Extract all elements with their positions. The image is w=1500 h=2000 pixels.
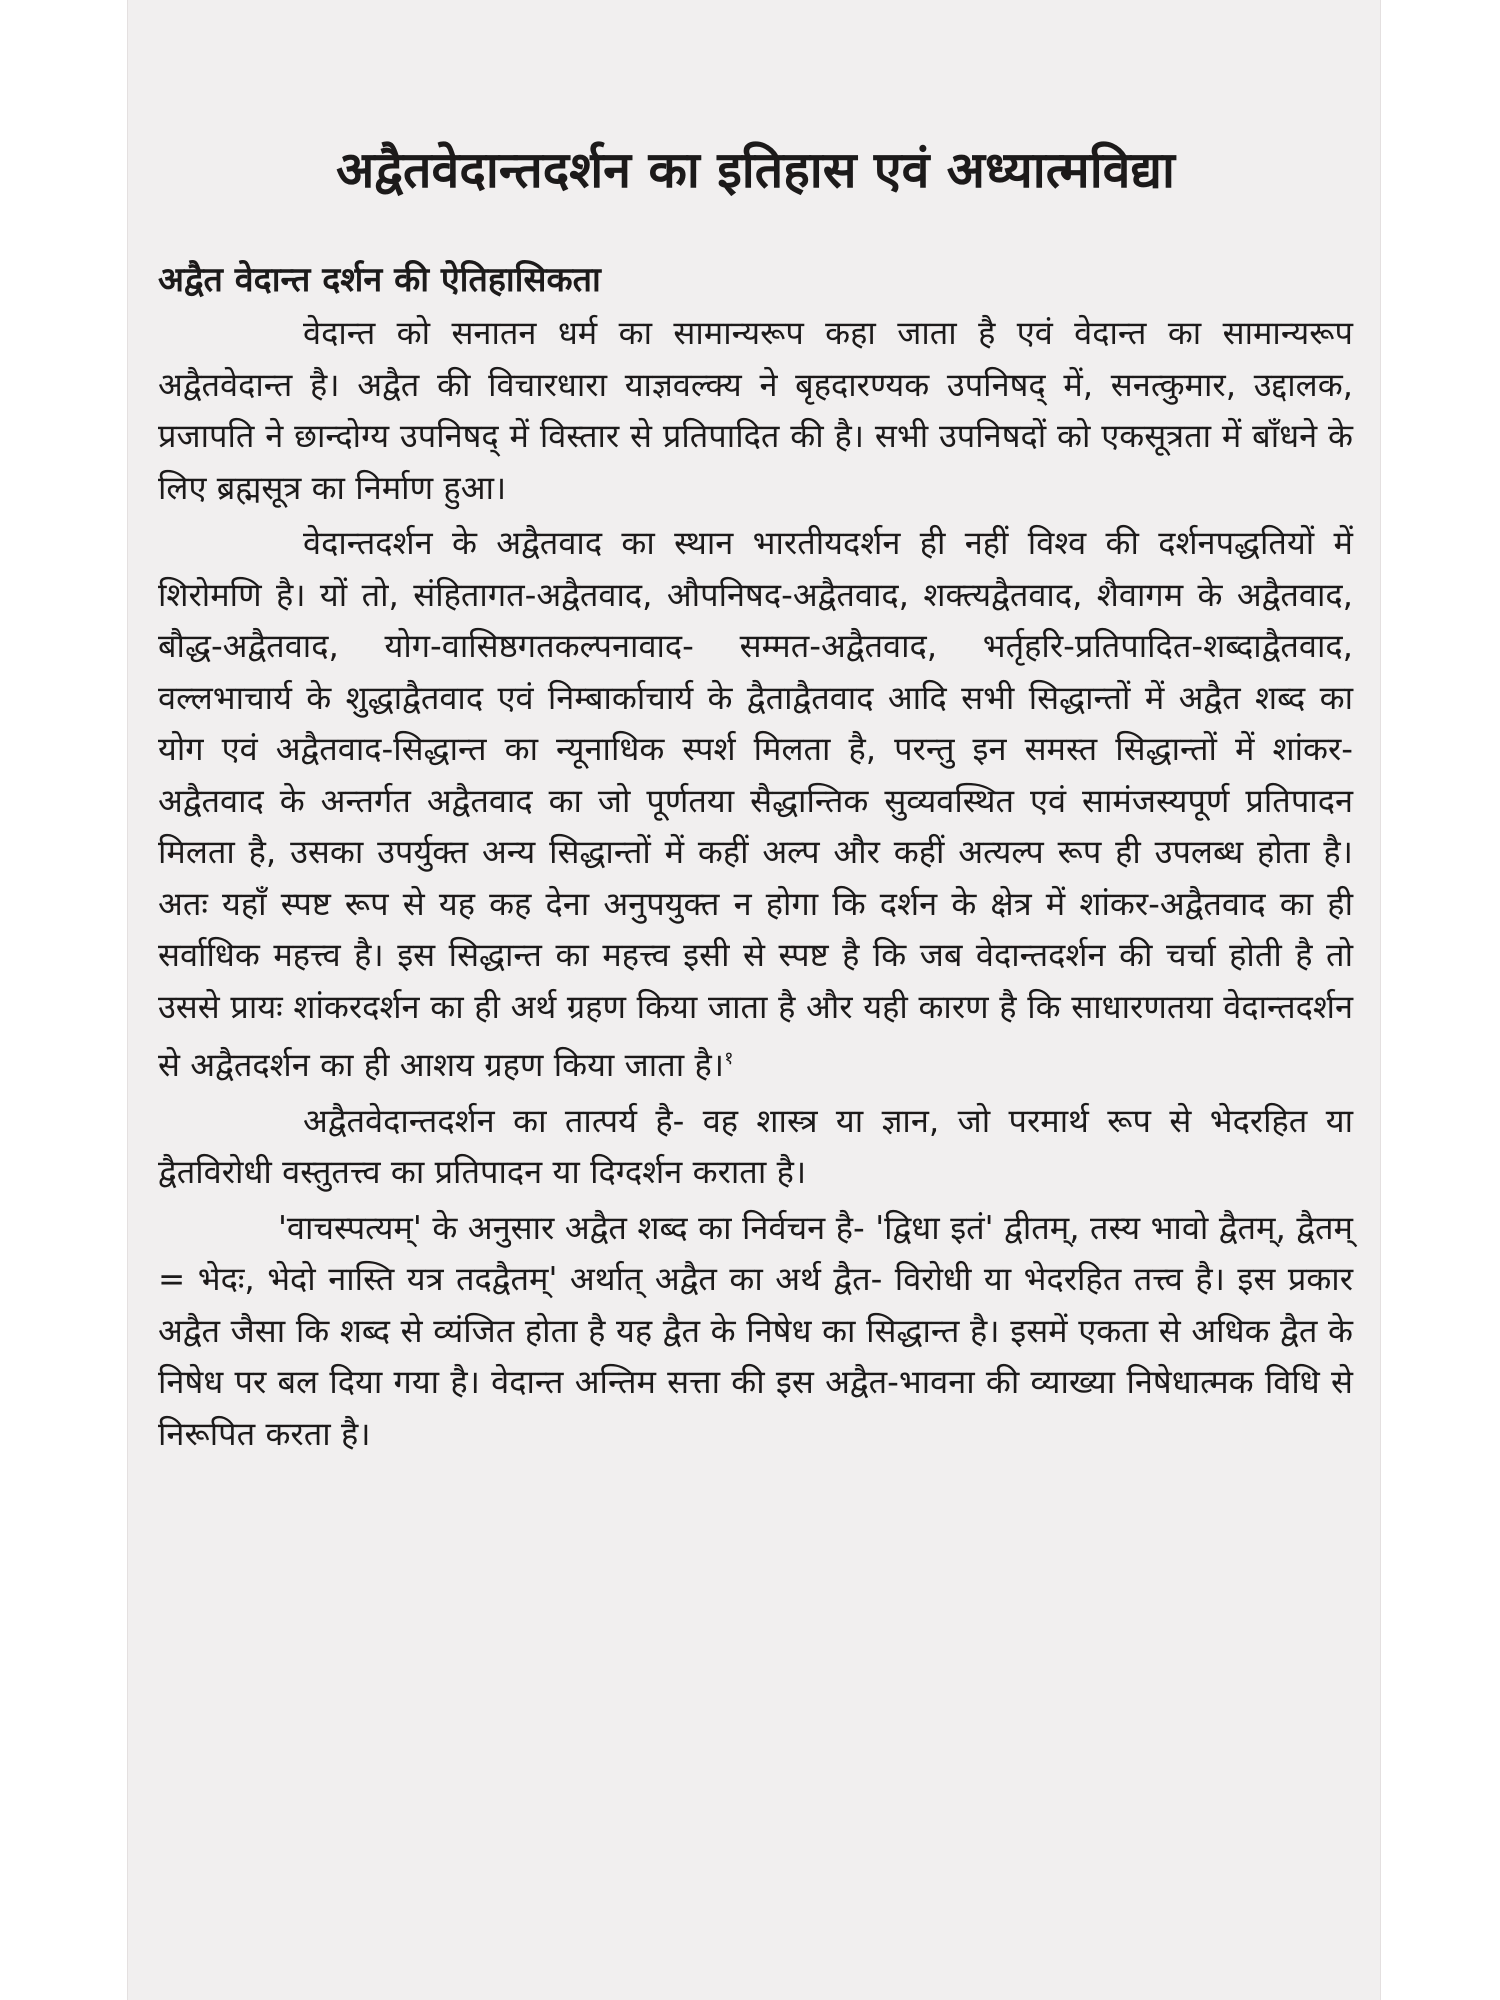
paragraph-3: अद्वैतवेदान्तदर्शन का तात्पर्य है- वह शास्त्र या ज्ञान, जो परमार्थ रूप से भेदरहित या द्वैतविरोधी वस्तुतत्त्व का प्रतिपादन या दिग्दर्शन कराता है।: [158, 1101, 1353, 1192]
paragraph-4: 'वाचस्पत्यम्' के अनुसार अद्वैत शब्द का निर्वचन है- 'द्विधा इतं' द्वीतम्, तस्य भावो द्वैतम्, द्वैतम् = भेदः, भेदो नास्ति यत्र तदद्वैतम्' अर्थात् अद्वैत का अर्थ द्वैत- विरोधी या भेदरहित तत्त्व है। इस प्रकार अद्वैत जैसा कि शब्द से व्यंजित होता है यह द्वैत के निषेध का सिद्धान्त है। इसमें एकता से अधिक द्वैत के निषेध पर बल दिया गया है। वेदान्त अन्तिम सत्ता की इस अद्वैत-भावना की व्याख्या निषेधात्मक विधि से निरूपित करता है।: [158, 1208, 1353, 1453]
paragraph-2: [158, 518, 1353, 1091]
page-content: [158, 140, 1353, 1460]
footnote-marker: १: [724, 1048, 734, 1070]
paragraph-2-text: वेदान्तदर्शन के अद्वैतवाद का स्थान भारतीयदर्शन ही नहीं विश्व की दर्शनपद्धतियों में शिरोमणि है। यों तो, संहितागत-अद्वैतवाद, औपनिषद-अद्वैतवाद, शक्त्यद्वैतवाद, शैवागम के अद्वैतवाद, बौद्ध-अद्वैतवाद, योग-वासिष्ठगतकल्पनावाद- सम्मत-अद्वैतवाद, भर्तृहरि-प्रतिपादित-शब्दाद्वैतवाद, वल्लभाचार्य के शुद्धाद्वैतवाद एवं निम्बार्काचार्य के द्वैताद्वैतवाद आदि सभी सिद्धान्तों में अद्वैत शब्द का योग एवं अद्वैतवाद-सिद्धान्त का न्यूनाधिक स्पर्श मिलता है, परन्तु इन समस्त सिद्धान्तों में शांकर-अद्वैतवाद के अन्तर्गत अद्वैतवाद का जो पूर्णतया सैद्धान्तिक सुव्यवस्थित एवं सामंजस्यपूर्ण प्रतिपादन मिलता है, उसका उपर्युक्त अन्य सिद्धान्तों में कहीं अल्प और कहीं अत्यल्प रूप ही उपलब्ध होता है। अतः यहाँ स्पष्ट रूप से यह कह देना अनुपयुक्त न होगा कि दर्शन के क्षेत्र में शांकर-अद्वैतवाद का ही सर्वाधिक महत्त्व है। इस सिद्धान्त का महत्त्व इसी से स्पष्ट है कि जब वेदान्तदर्शन की चर्चा होती है तो उससे प्रायः शांकरदर्शन का ही अर्थ ग्रहण किया जाता है और यही कारण है कि साधारणतया वेदान्तदर्शन से अद्वैतदर्शन का ही आशय ग्रहण किया जाता है।: [158, 524, 1353, 1085]
page-title: अद्वैतवेदान्तदर्शन का इतिहास एवं अध्यात्मविद्या: [336, 141, 1175, 199]
paragraph-1: वेदान्त को सनातन धर्म का सामान्यरूप कहा जाता है एवं वेदान्त का सामान्यरूप अद्वैतवेदान्त है। अद्वैत की विचारधारा याज्ञवल्क्य ने बृहदारण्यक उपनिषद् में, सनत्कुमार, उद्दालक, प्रजापति ने छान्दोग्य उपनिषद् में विस्तार से प्रतिपादित की है। सभी उपनिषदों को एकसूत्रता में बाँधने के लिए ब्रह्मसूत्र का निर्माण हुआ।: [158, 314, 1353, 507]
section-heading: अद्वैत वेदान्त दर्शन की ऐतिहासिकता: [158, 260, 601, 300]
